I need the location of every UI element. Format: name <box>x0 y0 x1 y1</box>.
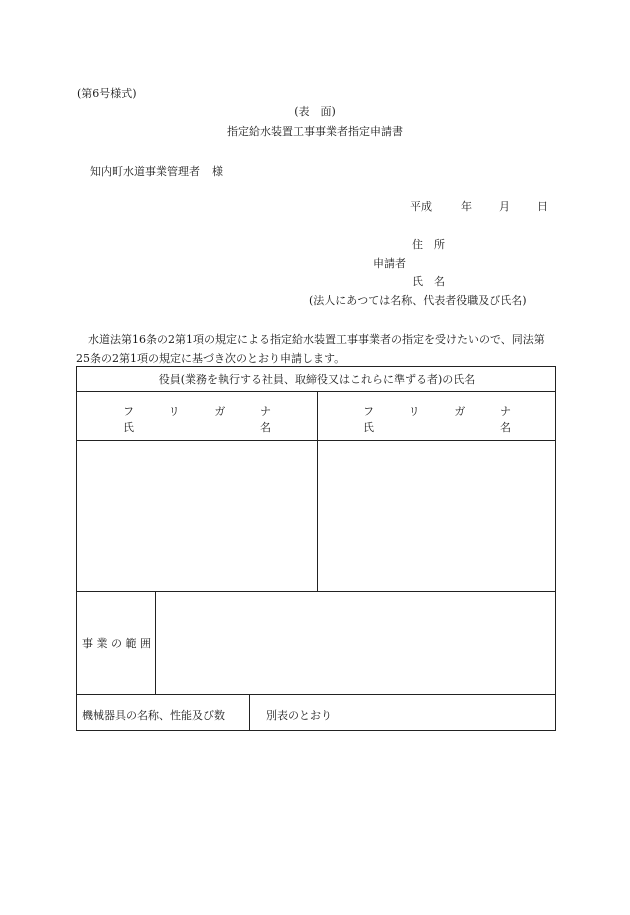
name-char: 名 <box>500 421 511 434</box>
furigana-char: ナ <box>259 405 271 418</box>
name-label: 氏 名 <box>412 275 445 288</box>
furigana-char: リ <box>408 405 420 418</box>
date-line <box>410 198 548 214</box>
date-day: 日 <box>537 200 548 213</box>
name-char: 氏 <box>363 421 374 434</box>
furigana-char: フ <box>123 405 134 418</box>
furigana-char: ガ <box>454 405 466 418</box>
table-rule <box>77 391 555 392</box>
officer-names-right-field[interactable] <box>318 441 556 591</box>
name-label-left <box>123 419 271 435</box>
side-label: (表 面) <box>294 105 336 118</box>
corporation-note: (法人にあつては名称、代表者役職及び氏名) <box>309 294 527 307</box>
addressee <box>90 163 223 179</box>
document-title: 指定給水装置工事事業者指定申請書 <box>227 125 403 138</box>
furigana-char: リ <box>168 405 180 418</box>
addressee-honorific: 様 <box>212 165 223 178</box>
addressee-name: 知内町水道事業管理者 <box>90 165 200 178</box>
name-char: 氏 <box>123 421 134 434</box>
application-table <box>76 366 556 731</box>
furigana-label-right <box>363 403 511 419</box>
business-scope-field[interactable] <box>156 592 556 694</box>
application-statement: 水道法第16条の2第1項の規定による指定給水装置工事事業者の指定を受けたいので、同法第25条の2第1項の規定に基づき次のとおり申請します。 <box>76 333 545 365</box>
name-label-right <box>363 419 511 435</box>
furigana-label-left <box>123 403 271 419</box>
equipment-label: 機械器具の名称、性能及び数 <box>82 709 225 722</box>
officers-header: 役員(業務を執行する社員、取締役又はこれらに準ずる者)の氏名 <box>158 373 476 386</box>
name-char: 名 <box>260 421 271 434</box>
date-month: 月 <box>499 200 510 213</box>
applicant-label: 申請者 <box>373 257 406 270</box>
equipment-value: 別表のとおり <box>266 709 332 722</box>
table-rule <box>77 694 555 695</box>
officer-names-left-field[interactable] <box>77 441 317 591</box>
address-label: 住 所 <box>412 238 445 251</box>
form-number: (第6号様式) <box>77 87 137 100</box>
date-year: 年 <box>461 200 472 213</box>
date-era: 平成 <box>410 200 432 213</box>
furigana-char: ガ <box>214 405 226 418</box>
furigana-char: フ <box>363 405 374 418</box>
table-divider <box>249 694 250 731</box>
furigana-char: ナ <box>499 405 511 418</box>
business-scope-label: 事 業 の 範 囲 <box>82 637 151 650</box>
